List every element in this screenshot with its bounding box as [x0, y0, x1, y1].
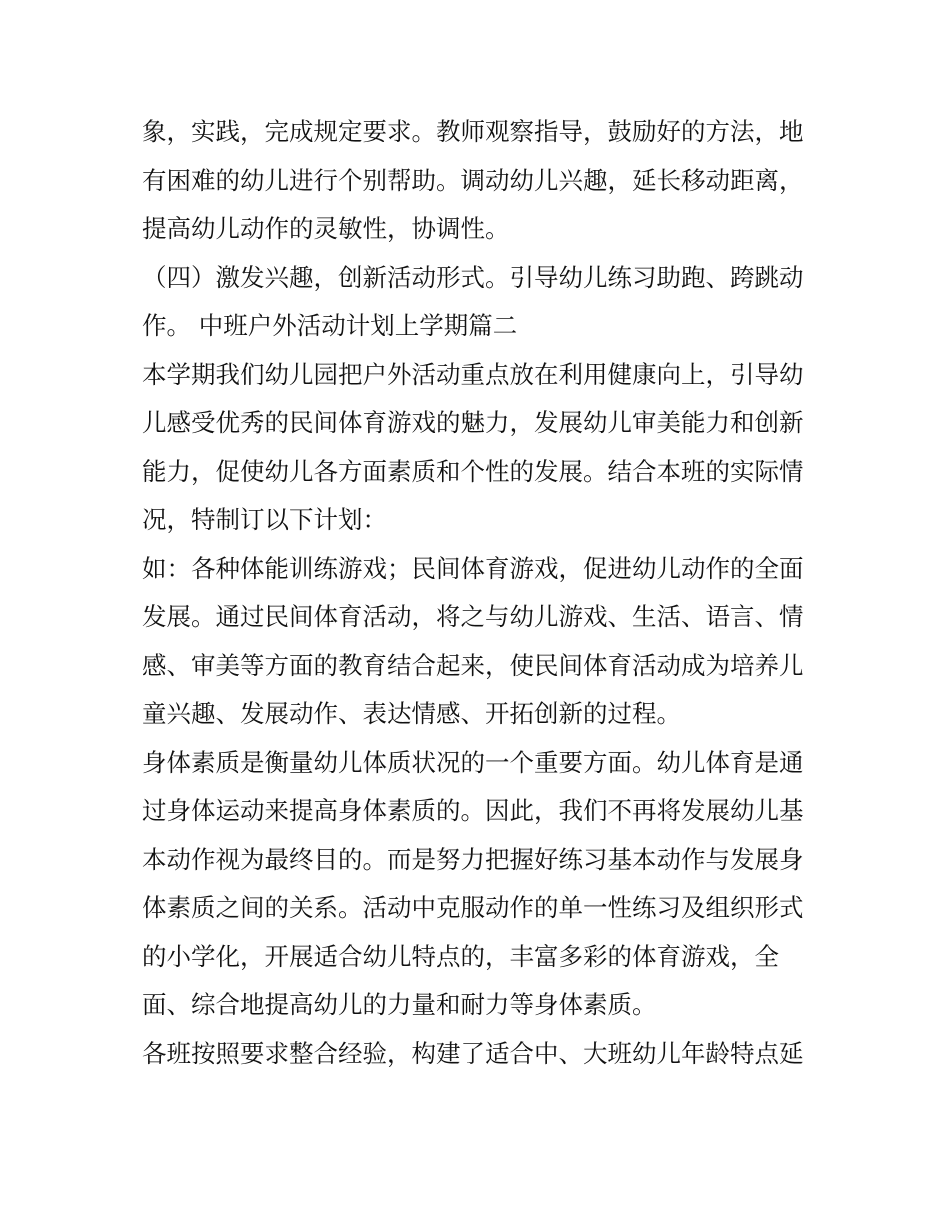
text-line: 本动作视为最终目的。而是努力把握好练习基本动作与发展身 [142, 844, 804, 874]
text-line: 有困难的幼儿进行个别帮助。调动幼儿兴趣，延长移动距离， [142, 165, 804, 195]
text-line: （四）激发兴趣，创新活动形式。引导幼儿练习助跑、跨跳动 [142, 262, 804, 292]
text-line: 象，实践，完成规定要求。教师观察指导，鼓励好的方法，地 [142, 117, 804, 146]
text-line: 本学期我们幼儿园把户外活动重点放在利用健康向上，引导幼 [142, 359, 804, 389]
document-body [142, 108, 822, 1078]
text-line: 提高幼儿动作的灵敏性，协调性。 [142, 214, 510, 243]
text-line: 况，特制订以下计划： [142, 505, 387, 534]
text-line: 过身体运动来提高身体素质的。因此，我们不再将发展幼儿基 [142, 796, 804, 825]
text-line: 面、综合地提高幼儿的力量和耐力等身体素质。 [142, 990, 657, 1019]
text-line: 各班按照要求整合经验，构建了适合中、大班幼儿年龄特点延 [142, 1038, 804, 1068]
text-line: 如：各种体能训练游戏；民间体育游戏，促进幼儿动作的全面 [142, 553, 804, 583]
text-line: 作。 中班户外活动计划上学期篇二 [142, 311, 518, 340]
text-line: 发展。通过民间体育活动，将之与幼儿游戏、生活、语言、情 [142, 602, 804, 631]
text-line: 感、审美等方面的教育结合起来，使民间体育活动成为培养儿 [142, 650, 804, 680]
text-line: 身体素质是衡量幼儿体质状况的一个重要方面。幼儿体育是通 [142, 747, 804, 777]
text-line: 的小学化，开展适合幼儿特点的，丰富多彩的体育游戏，全 [142, 941, 779, 971]
text-line: 儿感受优秀的民间体育游戏的魅力，发展幼儿审美能力和创新 [142, 408, 804, 437]
text-line: 体素质之间的关系。活动中克服动作的单一性练习及组织形式 [142, 893, 804, 922]
text-line: 能力，促使幼儿各方面素质和个性的发展。结合本班的实际情 [142, 456, 804, 486]
text-line: 童兴趣、发展动作、表达情感、开拓创新的过程。 [142, 699, 681, 728]
